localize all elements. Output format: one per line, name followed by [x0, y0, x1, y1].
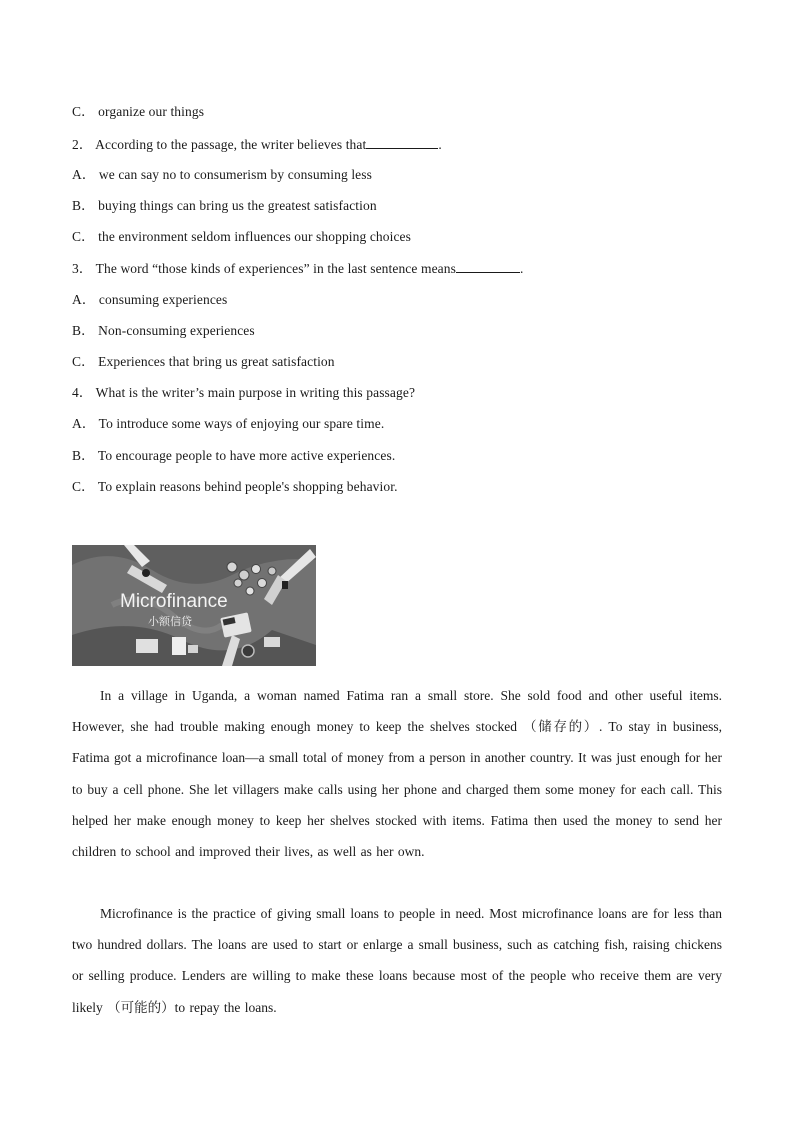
question3-stem-text: 3． The word “those kinds of experiences” in the last sentence means: [72, 261, 456, 276]
question3-stem-end: .: [519, 261, 524, 276]
figure-title: Microfinance: [120, 591, 228, 612]
question3-option-c: C． Experiences that bring us great satisfaction: [72, 354, 335, 369]
question4-option-a: A． To introduce some ways of enjoying our spare time.: [72, 416, 385, 431]
question2-stem-end: .: [438, 137, 442, 152]
question4-stem: 4． What is the writer’s main purpose in writing this passage?: [72, 385, 416, 400]
microfinance-illustration: [72, 545, 316, 666]
passage-paragraph-2: [72, 898, 722, 1023]
question4-option-c: C． To explain reasons behind people's shopping behavior.: [72, 479, 398, 494]
question4-option-b: B． To encourage people to have more active experiences.: [72, 448, 396, 463]
figure-subtitle: 小额信贷: [148, 615, 192, 628]
passage-paragraph-2-text: Microfinance is the practice of giving small loans to people in need. Most microfinance loans are for less than two hundred dollars. The loans are used to start or enlarge a small business, such as catching fish, raising chickens or selling produce. Lenders are willing to make these loans because most of the people who receive them are very likely （可能的）to repay the loans.: [72, 906, 722, 1015]
question2-option-a: A． we can say no to consumerism by consuming less: [72, 167, 372, 182]
question2-option-c: C． the environment seldom influences our shopping choices: [72, 229, 412, 244]
microfinance-image: [72, 545, 316, 666]
question2-stem: [72, 134, 442, 155]
passage-paragraph-1-text: In a village in Uganda, a woman named Fatima ran a small store. She sold food and other useful items. However, she had trouble making enough money to keep the shelves stocked （储存的）. To stay in business, Fatima got a microfinance loan—a small total of money from a person in another country. It was just enough for her to buy a cell phone. She let villagers make calls using her phone and charged them some money for each call. This helped her make enough money to keep her shelves stocked with items. Fatima then used the money to send her children to school and improved their lives, as well as her own.: [72, 688, 722, 860]
question1-option-c: C． organize our things: [72, 104, 205, 119]
question2-stem-text: 2． According to the passage, the writer believes that: [72, 137, 367, 152]
passage-paragraph-1: [72, 680, 722, 867]
question2-option-b: B． buying things can bring us the greatest satisfaction: [72, 198, 377, 213]
answer-blank: [456, 258, 520, 273]
answer-blank: [366, 134, 438, 149]
question3-option-a: A． consuming experiences: [72, 292, 228, 307]
question3-option-b: B． Non-consuming experiences: [72, 323, 255, 338]
question3-stem: [72, 258, 523, 279]
